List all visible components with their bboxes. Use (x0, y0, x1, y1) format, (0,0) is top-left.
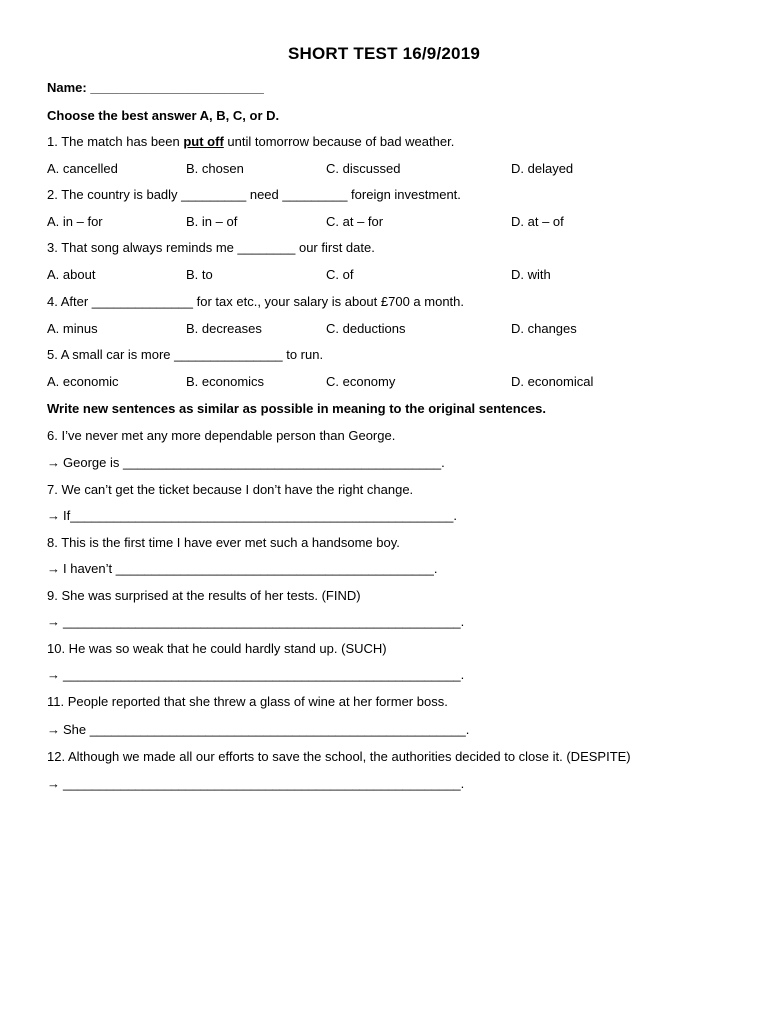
rewrite-11-answer: She ____________________________________________________. (63, 722, 470, 737)
rewrite-7-sentence: 7. We can’t get the ticket because I don’t have the right change. (47, 482, 414, 497)
question-5-option-b: B. economics (186, 374, 265, 389)
arrow-right-icon: → (47, 561, 60, 576)
question-1-option-d: D. delayed (511, 161, 574, 176)
rewrite-8-answer-line (47, 561, 438, 577)
question-3-option-d: D. with (511, 267, 551, 282)
arrow-right-icon: → (47, 508, 60, 523)
question-4-option-c: C. deductions (326, 321, 406, 336)
question-5-option-c: C. economy (326, 374, 396, 389)
question-1-text-pre: 1. The match has been (47, 134, 184, 149)
rewrite-12-answer: _______________________________________________________. (63, 776, 465, 791)
rewrite-7-answer: If_____________________________________________________. (63, 508, 458, 523)
question-1 (47, 134, 454, 150)
question-3-option-b: B. to (186, 267, 213, 282)
question-4: 4. After ______________ for tax etc., your salary is about £700 a month. (47, 294, 464, 309)
question-5-option-a: A. economic (47, 374, 119, 389)
rewrite-9-sentence: 9. She was surprised at the results of her tests. (FIND) (47, 588, 361, 603)
rewrite-7-answer-line (47, 508, 457, 524)
rewrite-6-sentence: 6. I’ve never met any more dependable person than George. (47, 428, 396, 443)
rewrite-10-answer: _______________________________________________________. (63, 667, 465, 682)
question-4-option-b: B. decreases (186, 321, 262, 336)
rewrite-8-answer: I haven’t ____________________________________________. (63, 561, 438, 576)
arrow-right-icon: → (47, 776, 60, 791)
question-1-option-b: B. chosen (186, 161, 244, 176)
rewrite-6-answer: George is ____________________________________________. (63, 455, 445, 470)
rewrite-9-answer-line (47, 614, 464, 630)
section1-instruction: Choose the best answer A, B, C, or D. (47, 108, 280, 123)
question-5: 5. A small car is more _______________ to run. (47, 347, 324, 362)
rewrite-10-answer-line (47, 667, 464, 683)
rewrite-12-answer-line (47, 776, 464, 792)
question-2-option-a: A. in – for (47, 214, 103, 229)
page-title: SHORT TEST 16/9/2019 (287, 44, 481, 63)
arrow-right-icon: → (47, 722, 60, 737)
question-5-option-d: D. economical (511, 374, 594, 389)
question-4-option-a: A. minus (47, 321, 98, 336)
rewrite-11-sentence: 11. People reported that she threw a glass of wine at her former boss. (47, 694, 448, 709)
arrow-right-icon: → (47, 667, 60, 682)
question-2-option-b: B. in – of (186, 214, 238, 229)
question-3-option-a: A. about (47, 267, 96, 282)
name-field-line: Name: ________________________ (47, 80, 264, 95)
question-1-option-c: C. discussed (326, 161, 401, 176)
rewrite-8-sentence: 8. This is the first time I have ever met such a handsome boy. (47, 535, 400, 550)
question-2: 2. The country is badly _________ need _________ foreign investment. (47, 187, 461, 202)
question-4-option-d: D. changes (511, 321, 577, 336)
question-2-option-d: D. at – of (511, 214, 564, 229)
rewrite-11-answer-line (47, 722, 469, 738)
rewrite-6-answer-line (47, 455, 445, 471)
rewrite-12-sentence: 12. Although we made all our efforts to save the school, the authorities decided to close it. (DESPITE) (47, 749, 631, 764)
question-3-option-c: C. of (326, 267, 354, 282)
arrow-right-icon: → (47, 455, 60, 470)
arrow-right-icon: → (47, 614, 60, 629)
question-3: 3. That song always reminds me ________ our first date. (47, 240, 375, 255)
question-1-underlined-phrase: put off (183, 134, 224, 149)
question-1-option-a: A. cancelled (47, 161, 118, 176)
rewrite-9-answer: _______________________________________________________. (63, 614, 465, 629)
question-1-text-post: until tomorrow because of bad weather. (223, 134, 455, 149)
section2-instruction: Write new sentences as similar as possible in meaning to the original sentences. (47, 401, 546, 416)
rewrite-10-sentence: 10. He was so weak that he could hardly stand up. (SUCH) (47, 641, 387, 656)
question-2-option-c: C. at – for (326, 214, 384, 229)
